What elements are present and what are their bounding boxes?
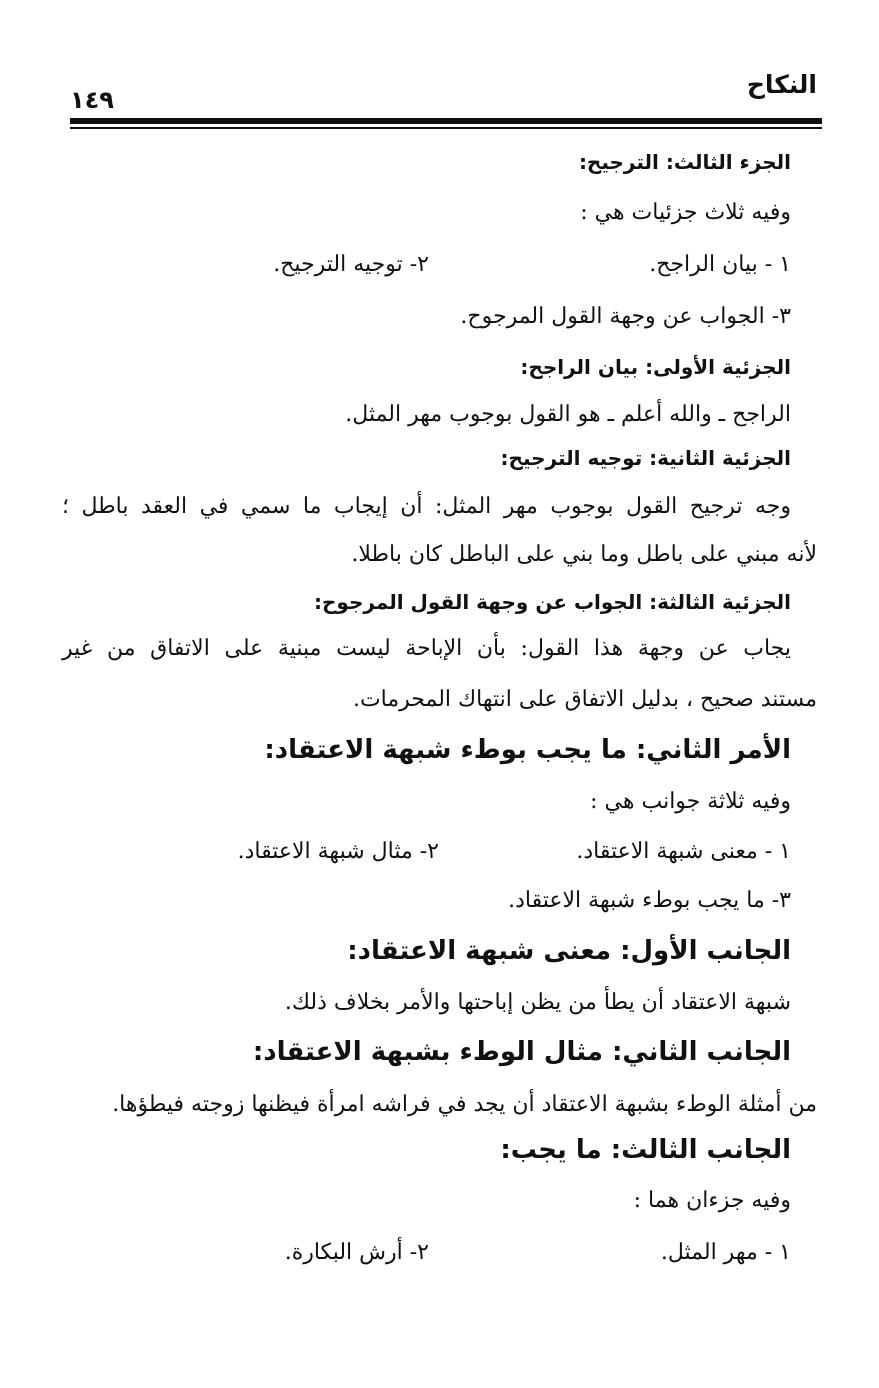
subheading-first-aspect: الجانب الأول: معنى شبهة الاعتقاد: [347, 936, 791, 966]
list-item-1: ١ - بيان الراجح. [649, 252, 791, 277]
subheading-third-part: الجزئية الثالثة: الجواب عن وجهة القول المرجوح: [314, 590, 791, 614]
list-item-3: ٣- ما يجب بوطء شبهة الاعتقاد. [508, 888, 791, 913]
running-header-title: النكاح [746, 70, 817, 99]
paragraph-line: لأنه مبني على باطل وما بني على الباطل كان باطلا. [351, 542, 817, 567]
subheading-first-part: الجزئية الأولى: بيان الراجح: [520, 355, 791, 379]
paragraph-line: من أمثلة الوطء بشبهة الاعتقاد أن يجد في فراشه امرأة فيظنها زوجته فيطؤها. [112, 1092, 817, 1117]
list-item-2: ٢- توجيه الترجيح. [273, 252, 429, 277]
paragraph-line: شبهة الاعتقاد أن يطأ من يظن إباحتها والأمر بخلاف ذلك. [284, 990, 791, 1015]
section-heading-second-matter: الأمر الثاني: ما يجب بوطء شبهة الاعتقاد: [264, 735, 791, 765]
page-number: ١٤٩ [70, 86, 114, 114]
paragraph-line: مستند صحيح ، بدليل الاتفاق على انتهاك المحرمات. [352, 687, 817, 712]
subheading-second-part: الجزئية الثانية: توجيه الترجيح: [500, 446, 791, 470]
paragraph-line: الراجح ـ والله أعلم ـ هو القول بوجوب مهر المثل. [345, 402, 791, 427]
paragraph-line: يجاب عن وجهة هذا القول: بأن الإباحة ليست مبنية على الاتفاق من غير [62, 636, 791, 661]
intro-line: وفيه ثلاث جزئيات هي : [580, 200, 791, 225]
intro-line: وفيه جزءان هما : [633, 1188, 791, 1213]
intro-line: وفيه ثلاثة جوانب هي : [590, 789, 791, 814]
list-item-2: ٢- مثال شبهة الاعتقاد. [237, 839, 439, 864]
list-item-2: ٢- أرش البكارة. [284, 1240, 429, 1265]
list-item-3: ٣- الجواب عن وجهة القول المرجوح. [460, 304, 791, 329]
header-rule-thick [70, 118, 822, 124]
list-item-1: ١ - معنى شبهة الاعتقاد. [576, 839, 791, 864]
subheading-third-aspect: الجانب الثالث: ما يجب: [500, 1135, 791, 1165]
list-item-1: ١ - مهر المثل. [660, 1240, 791, 1265]
header-rule-thin [70, 127, 822, 129]
paragraph-line: وجه ترجيح القول بوجوب مهر المثل: أن إيجاب ما سمي في العقد باطل ؛ [62, 494, 791, 519]
subheading-second-aspect: الجانب الثاني: مثال الوطء بشبهة الاعتقاد: [252, 1037, 791, 1067]
section-heading-tarjih: الجزء الثالث: الترجيح: [578, 150, 791, 174]
